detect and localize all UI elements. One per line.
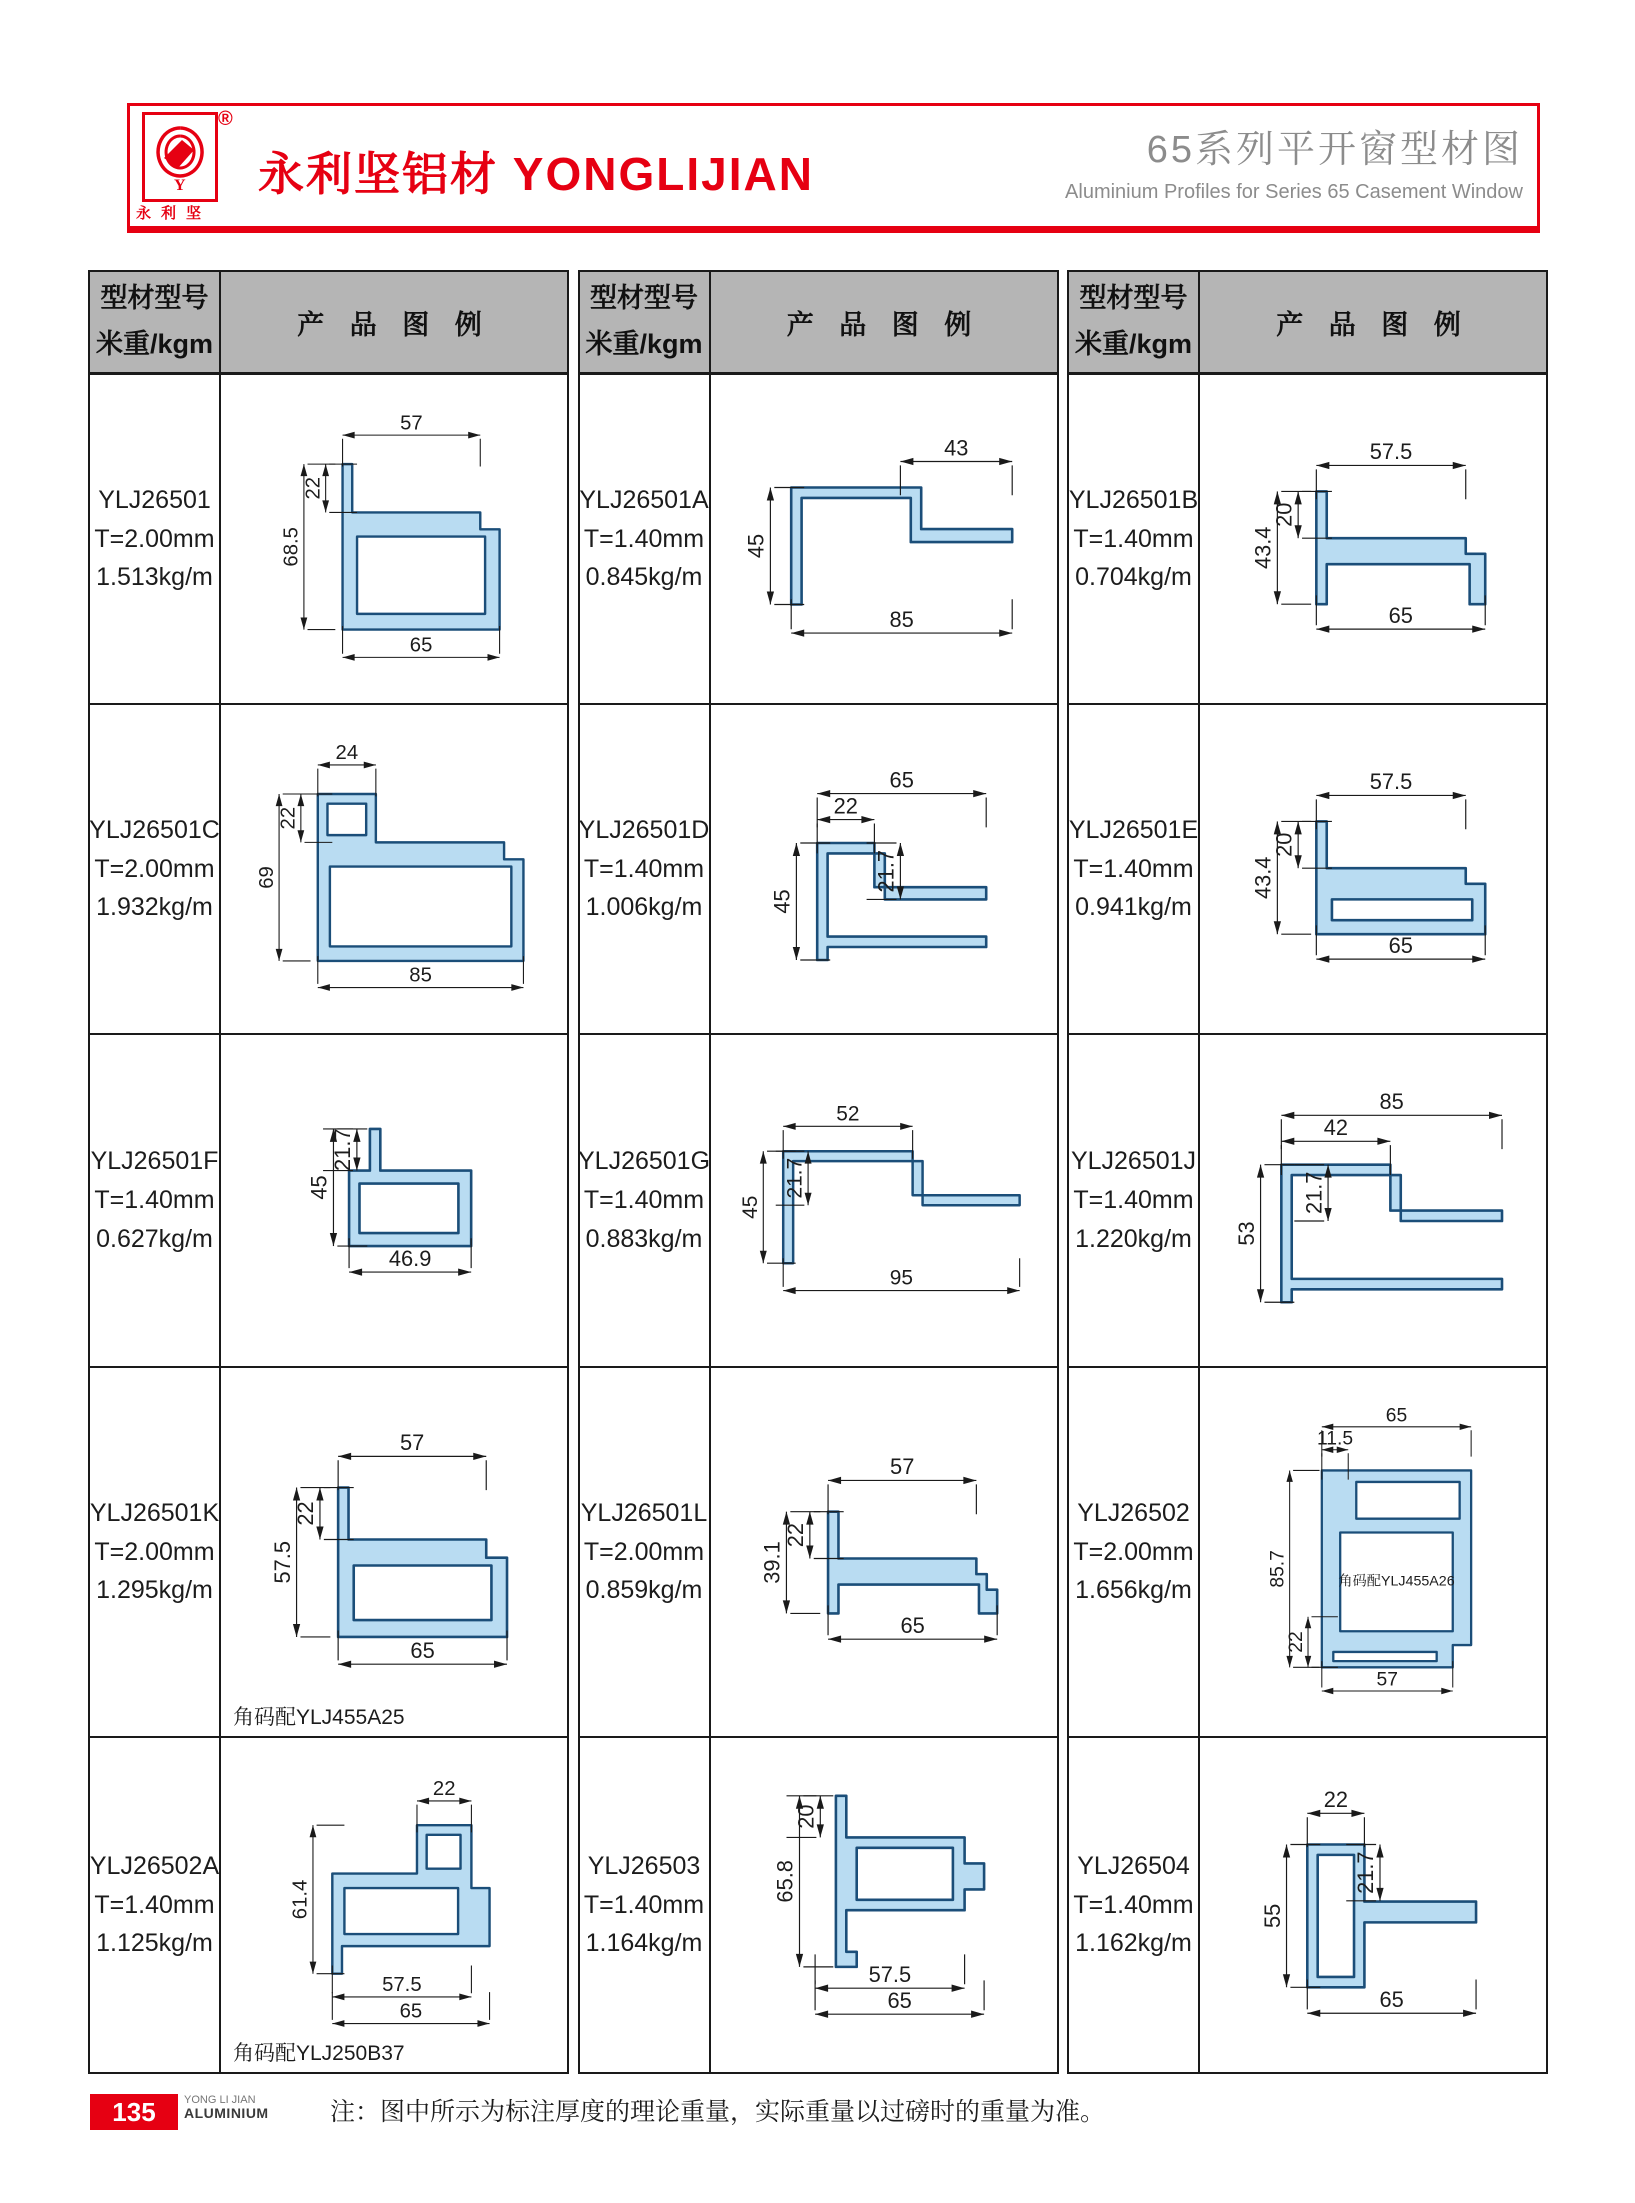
dimension-label: 57	[1376, 1669, 1398, 1691]
dimension-label: 20	[1270, 502, 1296, 527]
profile-label-cell	[580, 705, 711, 1035]
page-titles	[1065, 118, 1523, 204]
profile-label	[1073, 1494, 1193, 1610]
column-header-model-line1: 型材型号	[590, 283, 698, 314]
dimension-label: 65.8	[772, 1860, 798, 1903]
profile-code: YLJ26501E	[1068, 815, 1199, 844]
profile-thickness: T=2.00mm	[94, 1537, 215, 1566]
dimension	[342, 412, 480, 466]
column-header-illustration-text: 产 品 图 例	[297, 309, 491, 340]
dimension-label: 57.5	[382, 1974, 422, 1997]
dimension-label: 65	[399, 2000, 423, 2023]
profile-thickness: T=2.00mm	[94, 854, 215, 883]
dimension	[338, 1430, 486, 1490]
corner-code-note: 角码配YLJ250B37	[233, 2042, 405, 2065]
profile-code: YLJ26501K	[89, 1498, 220, 1527]
dimension	[828, 1454, 976, 1514]
profile-drawing-cell	[711, 1738, 1057, 2072]
profile-weight: 1.162kg/m	[1075, 1929, 1192, 1958]
column-header-model	[580, 272, 711, 375]
profile-drawing	[247, 1407, 541, 1698]
column-header-illustration	[711, 272, 1057, 375]
dimension-label: 95	[889, 1266, 913, 1290]
brand-name-en: YONGLIJIAN	[512, 148, 814, 200]
profile-code: YLJ26503	[587, 1851, 701, 1880]
page-number-badge: 135	[90, 2094, 178, 2130]
profile-outline	[1316, 821, 1485, 934]
profile-label	[90, 1847, 219, 1963]
dimension-label: 45	[738, 1195, 762, 1219]
profile-outline	[1316, 491, 1485, 604]
profile-label-cell	[580, 375, 711, 705]
dimension-label: 65	[1385, 1405, 1407, 1427]
dimension-label: 65	[1379, 1986, 1404, 2012]
dimension	[1316, 769, 1465, 829]
profile-thickness: T=1.40mm	[583, 854, 705, 883]
registered-mark: ®	[218, 108, 233, 130]
profile-outline	[1321, 1470, 1470, 1667]
dimension-label: 22	[782, 1522, 808, 1548]
profile-label-cell	[1069, 375, 1200, 705]
dimension-label: 22	[301, 476, 324, 500]
profile-outline	[783, 1151, 1019, 1263]
profile-drawing	[1237, 1764, 1510, 2047]
dimension-label: 21.7	[1300, 1171, 1326, 1214]
profile-thickness: T=2.00mm	[94, 524, 215, 553]
dimension	[828, 1605, 997, 1642]
dimension-label: 24	[335, 742, 359, 765]
profile-code: YLJ26501C	[89, 815, 220, 844]
dimension-label: 85	[409, 964, 432, 987]
profile-label-cell	[90, 1035, 221, 1368]
profile-thickness: T=2.00mm	[583, 1537, 705, 1566]
profile-outline	[835, 1796, 983, 1967]
profile-drawing-cell	[221, 1035, 567, 1368]
profile-weight: 0.883kg/m	[585, 1224, 703, 1253]
profile-drawing-cell	[711, 375, 1057, 705]
profile-drawing-cell	[711, 1368, 1057, 1738]
dimension-label: 21.7	[873, 849, 899, 893]
dimension-label: 45	[769, 889, 795, 914]
profile-thickness: T=1.40mm	[583, 524, 705, 553]
profile-code: YLJ26501L	[580, 1498, 708, 1527]
profile-weight: 1.295kg/m	[96, 1576, 213, 1605]
profile-drawing-cell	[1200, 705, 1546, 1035]
profile-weight: 0.704kg/m	[1075, 563, 1192, 592]
profile-label	[90, 1494, 219, 1610]
profile-thickness: T=1.40mm	[1073, 524, 1194, 553]
profile-drawing-cell	[221, 375, 567, 705]
dimension-label: 20	[1270, 832, 1296, 857]
dimension-label: 43.4	[1250, 526, 1276, 569]
dimension-label: 57.5	[1369, 768, 1412, 794]
dimension-label: 65	[886, 1987, 912, 2013]
dimension-label: 65	[1388, 932, 1413, 958]
profile-label	[581, 1494, 708, 1610]
profile-outline	[1307, 1844, 1476, 1987]
profile-label-cell	[90, 375, 221, 705]
profile-outline	[349, 1129, 471, 1246]
dimension-label: 65	[410, 1637, 435, 1663]
dimension-label: 53	[1233, 1220, 1259, 1246]
profile-label-cell	[580, 1368, 711, 1738]
column-header-model-text	[96, 276, 213, 368]
dimension	[1316, 439, 1465, 499]
dimension-label: 65	[409, 634, 432, 657]
profile-drawing	[1228, 416, 1519, 663]
dimension-label: 52	[835, 1101, 860, 1125]
dimension-label: 21.7	[329, 1128, 355, 1172]
column-header-illustration	[1200, 272, 1546, 375]
profile-outline	[342, 464, 499, 629]
column-header-model-line2: 米重/kgm	[95, 329, 214, 359]
dimension-label: 65	[889, 767, 914, 793]
brand-logo	[136, 108, 252, 224]
page-title-en: Aluminium Profiles for Series 65 Casement Window	[1065, 181, 1523, 203]
corner-code-note: 角码配YLJ455A25	[233, 1706, 405, 1729]
brand-name-cn: 永利坚铝材	[258, 148, 498, 200]
page-title-cn: 65系列平开窗型材图	[1146, 129, 1523, 171]
profile-drawing-cell	[1200, 1368, 1546, 1738]
profile-label-cell	[1069, 1035, 1200, 1368]
dimension-label: 85	[1379, 1088, 1404, 1114]
column-header-model	[90, 272, 221, 375]
profile-thickness: T=1.40mm	[583, 1890, 705, 1919]
svg-text:Y: Y	[174, 177, 186, 192]
profile-label	[584, 1847, 704, 1963]
dimension-label: 57	[400, 1429, 425, 1455]
column-header-model-text	[585, 276, 702, 368]
profile-weight: 1.656kg/m	[1075, 1576, 1192, 1605]
brand-name	[258, 138, 814, 204]
profile-drawing	[1228, 746, 1519, 993]
dimension-label: 42	[1323, 1114, 1348, 1140]
footer-brand-line1: YONG LI JIAN	[184, 2094, 256, 2106]
profile-outline	[817, 843, 986, 960]
profile-label-cell	[577, 1035, 711, 1368]
profile-label	[91, 1142, 219, 1258]
profile-drawing-cell	[221, 1368, 567, 1738]
profile-outline	[332, 1825, 489, 1974]
column-header-model-line1: 型材型号	[1079, 283, 1188, 314]
dimension	[318, 742, 376, 796]
dimension-label: 45	[743, 533, 769, 558]
profile-label	[1069, 481, 1198, 597]
logo-caption: 永利坚	[136, 205, 212, 222]
profile-label-cell	[580, 1738, 711, 2072]
column-header-illustration-text: 产 品 图 例	[1276, 309, 1470, 340]
profile-drawing	[750, 1762, 1018, 2048]
dimension-label: 85.7	[1267, 1550, 1289, 1588]
profile-drawing	[737, 1431, 1031, 1673]
profile-drawing	[1211, 1066, 1536, 1336]
dimension	[1307, 1787, 1364, 1847]
dimension-label: 55	[1259, 1903, 1285, 1928]
profile-weight: 1.006kg/m	[585, 893, 703, 922]
profile-weight: 1.220kg/m	[1075, 1224, 1192, 1253]
profile-label	[94, 481, 214, 597]
dimension-label: 85	[889, 606, 914, 632]
profile-label	[579, 811, 710, 927]
dimension-label: 22	[1285, 1631, 1307, 1653]
profile-label-cell	[1069, 1368, 1200, 1738]
dimension-label: 22	[833, 793, 858, 819]
logo-emblem-icon	[142, 112, 218, 202]
profile-drawing	[716, 1079, 1052, 1323]
footer-brand-line2: ALUMINIUM	[184, 2105, 269, 2122]
dimension-label: 46.9	[388, 1245, 431, 1271]
profile-thickness: T=1.40mm	[94, 1186, 215, 1215]
dimension-label: 43	[944, 434, 969, 460]
profile-drawing-cell	[711, 705, 1057, 1035]
dimension-label: 57.5	[269, 1540, 295, 1583]
dimension-label: 39.1	[759, 1541, 785, 1584]
profile-weight: 0.627kg/m	[96, 1224, 213, 1253]
profile-code: YLJ26501G	[577, 1147, 711, 1176]
column-header-model-line2: 米重/kgm	[585, 329, 703, 359]
profile-label-cell	[90, 1738, 221, 2072]
dimension-label: 61.4	[289, 1879, 312, 1920]
dimension-label: 57	[399, 412, 423, 435]
column-header-model-line2: 米重/kgm	[1074, 329, 1193, 359]
profile-table-group	[88, 270, 569, 2074]
dimension-label: 43.4	[1250, 856, 1276, 899]
page-header	[127, 103, 1540, 233]
profile-weight: 1.932kg/m	[96, 893, 213, 922]
dimension-label: 22	[432, 1778, 456, 1801]
profile-label-cell	[90, 1368, 221, 1738]
profile-code: YLJ26501D	[578, 815, 710, 844]
profile-drawing-cell	[1200, 1738, 1546, 2072]
dimension-label: 22	[277, 806, 300, 830]
profile-label	[1073, 1847, 1193, 1963]
profile-code: YLJ26502A	[89, 1851, 220, 1880]
profile-weight: 1.513kg/m	[96, 563, 213, 592]
dimension-label: 22	[1323, 1786, 1348, 1812]
profile-label	[89, 811, 220, 927]
dimension-label: 57.5	[1369, 438, 1412, 464]
profile-label	[578, 1142, 710, 1258]
profile-weight: 0.845kg/m	[585, 563, 703, 592]
profile-code: YLJ26501B	[1068, 485, 1199, 514]
profile-label-cell	[1069, 1738, 1200, 2072]
profile-code: YLJ26501	[98, 485, 211, 514]
profile-drawing-cell	[1200, 375, 1546, 705]
profile-table	[88, 270, 1548, 2074]
footer-brand	[184, 2094, 269, 2121]
profile-table-group	[1067, 270, 1548, 2074]
profile-drawing-cell	[1200, 1035, 1546, 1368]
profile-thickness: T=2.00mm	[1073, 1537, 1194, 1566]
column-header-model	[1069, 272, 1200, 375]
footer-note: 注：图中所示为标注厚度的理论重量，实际重量以过磅时的重量为准。	[330, 2098, 1106, 2126]
profile-drawing-cell	[221, 705, 567, 1035]
profile-label	[1069, 811, 1198, 927]
profile-thickness: T=1.40mm	[1073, 1186, 1194, 1215]
dimension	[323, 1128, 360, 1171]
profile-drawing	[233, 719, 555, 1019]
profile-code: YLJ26501A	[579, 485, 709, 514]
profile-thickness: T=1.40mm	[1073, 854, 1194, 883]
profile-drawing-cell	[221, 1738, 567, 2072]
profile-table-group	[578, 270, 1059, 2074]
dimension-label: 22	[293, 1500, 319, 1526]
column-header-model-text	[1075, 276, 1192, 368]
profile-outline	[828, 1512, 997, 1614]
profile-label	[579, 481, 708, 597]
dimension-label: 11.5	[1316, 1428, 1353, 1450]
dimension-label: 69	[255, 866, 278, 889]
profile-thickness: T=1.40mm	[583, 1186, 705, 1215]
profile-code: YLJ26502	[1077, 1498, 1190, 1527]
dimension-label: 68.5	[280, 527, 303, 567]
dimension-label: 21.7	[783, 1157, 807, 1199]
column-header-illustration-text: 产 品 图 例	[786, 309, 981, 340]
dimension-label: 65	[1388, 602, 1413, 628]
dimension-label: 57.5	[868, 1961, 911, 1987]
dimension	[1281, 1089, 1502, 1149]
dimension	[783, 1258, 1019, 1294]
profile-drawing	[721, 412, 1046, 667]
column-header-model-line1: 型材型号	[100, 283, 209, 314]
dimension-label: 20	[793, 1804, 819, 1829]
dimension-label: 57	[889, 1454, 914, 1480]
profile-label	[1071, 1142, 1196, 1258]
dimension-label: 21.7	[1352, 1850, 1378, 1894]
dimension	[791, 599, 1012, 636]
profile-drawing	[258, 389, 531, 689]
profile-code: YLJ26501J	[1070, 1147, 1197, 1176]
column-header-illustration	[221, 272, 567, 375]
profile-weight: 0.941kg/m	[1075, 893, 1192, 922]
profile-drawing	[1246, 1383, 1501, 1721]
profile-code: YLJ26504	[1077, 1851, 1190, 1880]
dimension	[775, 1151, 811, 1205]
dimension-label: 45	[306, 1175, 332, 1200]
dimension	[342, 626, 499, 661]
dimension	[332, 1965, 471, 2000]
profile-drawing	[284, 1095, 505, 1306]
dimension	[786, 1796, 823, 1838]
profile-label-cell	[1069, 705, 1200, 1035]
profile-weight: 0.859kg/m	[585, 1576, 703, 1605]
profile-drawing	[267, 1755, 521, 2055]
profile-weight: 1.125kg/m	[96, 1929, 213, 1958]
dimension	[1316, 595, 1485, 632]
profile-outline	[791, 487, 1012, 604]
profile-drawing-cell	[711, 1035, 1057, 1368]
profile-code: YLJ26501F	[90, 1147, 219, 1176]
profile-thickness: T=1.40mm	[1073, 1890, 1194, 1919]
profile-weight: 1.164kg/m	[585, 1929, 703, 1958]
dimension-label: 65	[899, 1612, 925, 1638]
profile-outline	[318, 794, 524, 961]
profile-outline	[338, 1487, 507, 1636]
profile-thickness: T=1.40mm	[94, 1890, 215, 1919]
profile-drawing	[747, 744, 1020, 994]
drawing-inner-note: 角码配YLJ455A26	[1337, 1573, 1455, 1590]
logo-swirl-icon	[152, 122, 208, 192]
profile-label-cell	[90, 705, 221, 1035]
